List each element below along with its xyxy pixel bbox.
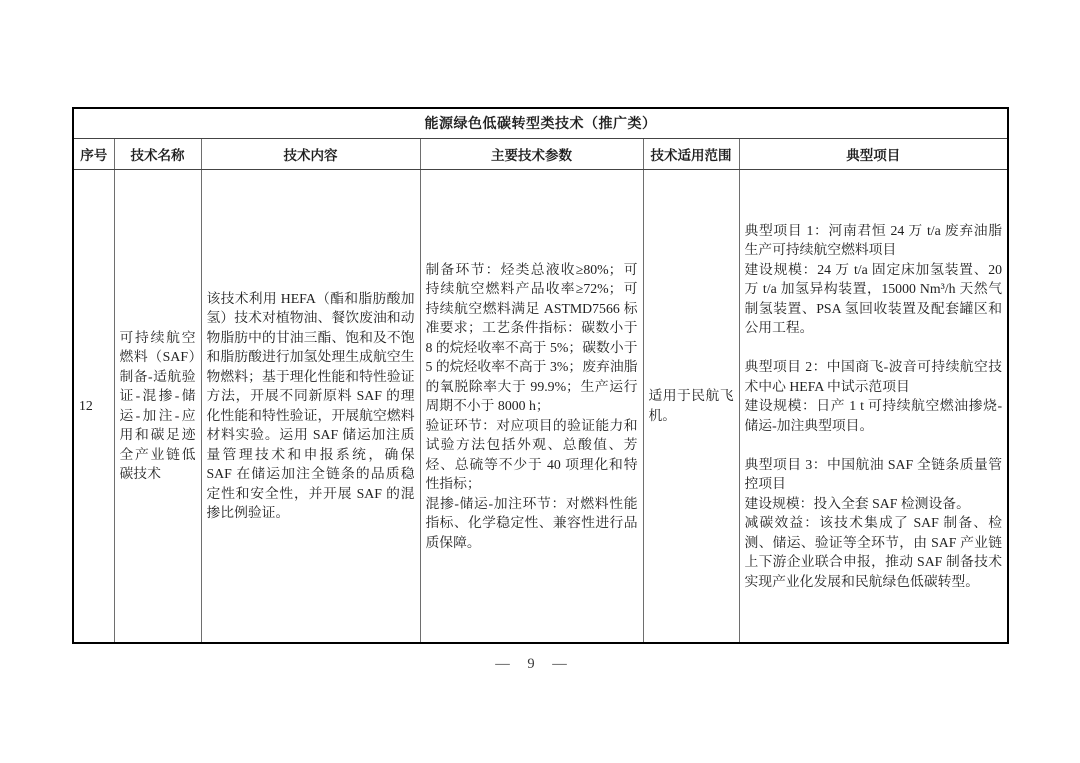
cell-technology-name: 可持续航空燃料（SAF）制备-适航验证-混掺-储运-加注-应用和碳足迹全产业链低碳技术 [114,169,201,643]
paragraph: 典型项目 2：中国商飞-波音可持续航空技术中心 HEFA 中试示范项目 [744,359,1003,394]
paragraph: 建设规模：日产 1 t 可持续航空燃油掺烧-储运-加注典型项目。 [744,398,1003,433]
cell-technology-content: 该技术利用 HEFA（酯和脂肪酸加氢）技术对植物油、餐饮废油和动物脂肪中的甘油三酯、饱和及不饱和脂肪酸进行加氢处理生成航空生物燃料；基于理化性能和特性验证方法，开展不同新原料 SAF 的理化性能和特性验证，开展航空燃料材料实验。运用 SAF 储运加注质量管理技术和申报系统，确保 SAF 在储运加注全链条的品质稳定性和安全性，并开展 SAF 的混掺比例验证。 [201,169,420,643]
table-title-row [73,108,1008,138]
paragraph: 建设规模：24 万 t/a 固定床加氢装置、20 万 t/a 加氢异构装置，15000 Nm³/h 天然气制氢装置、PSA 氢回收装置及配套罐区和公用工程。 [744,261,1003,335]
paragraph: 验证环节：对应项目的验证能力和试验方法包括外观、总酸值、芳烃、总硫等不少于 40 项理化和特性指标； [425,417,638,491]
paragraph [745,435,1003,455]
paragraph: 典型项目 1：河南君恒 24 万 t/a 废弃油脂生产可持续航空燃料项目 [744,222,1003,257]
column-header-serial: 序号 [73,138,114,169]
paragraph: 制备环节：烃类总液收≥80%；可持续航空燃料产品收率≥72%；可持续航空燃料满足 ASTMD7566 标准要求；工艺条件指标：碳数小于 8 的烷烃收率不高于 5%；碳数小于 5 的烷烃收率不高于 3%；废弃油脂的氧脱除率大于 99.9%；生产运行周期不小于 8000 h； [425,261,638,413]
paragraph: 建设规模：投入全套 SAF 检测设备。 [744,495,970,511]
paragraph: 混掺-储运-加注环节：对燃料性能指标、化学稳定性、兼容性进行品质保障。 [425,495,638,550]
paragraph: 减碳效益：该技术集成了 SAF 制备、检测、储运、验证等全环节，由 SAF 产业链上下游企业联合申报，推动 SAF 制备技术实现产业化发展和民航绿色低碳转型。 [744,515,1003,589]
cell-typical-projects [739,169,1008,643]
cell-serial-number: 12 [73,169,114,643]
table-row [73,169,1008,643]
technology-table [72,107,1009,644]
column-header-applicable-scope: 技术适用范围 [643,138,739,169]
cell-main-technical-parameters [420,169,643,643]
paragraph [745,338,1003,358]
column-header-typical-projects: 典型项目 [739,138,1008,169]
column-header-tech-content: 技术内容 [201,138,420,169]
paragraph: 典型项目 3：中国航油 SAF 全链条质量管控项目 [744,456,1003,491]
column-header-tech-name: 技术名称 [114,138,201,169]
page-number: — 9 — [495,656,567,672]
table-title: 能源绿色低碳转型类技术（推广类） [73,108,1008,138]
cell-applicable-scope: 适用于民航飞机。 [643,169,739,643]
table-header-row [73,138,1008,169]
column-header-main-parameters: 主要技术参数 [420,138,643,169]
